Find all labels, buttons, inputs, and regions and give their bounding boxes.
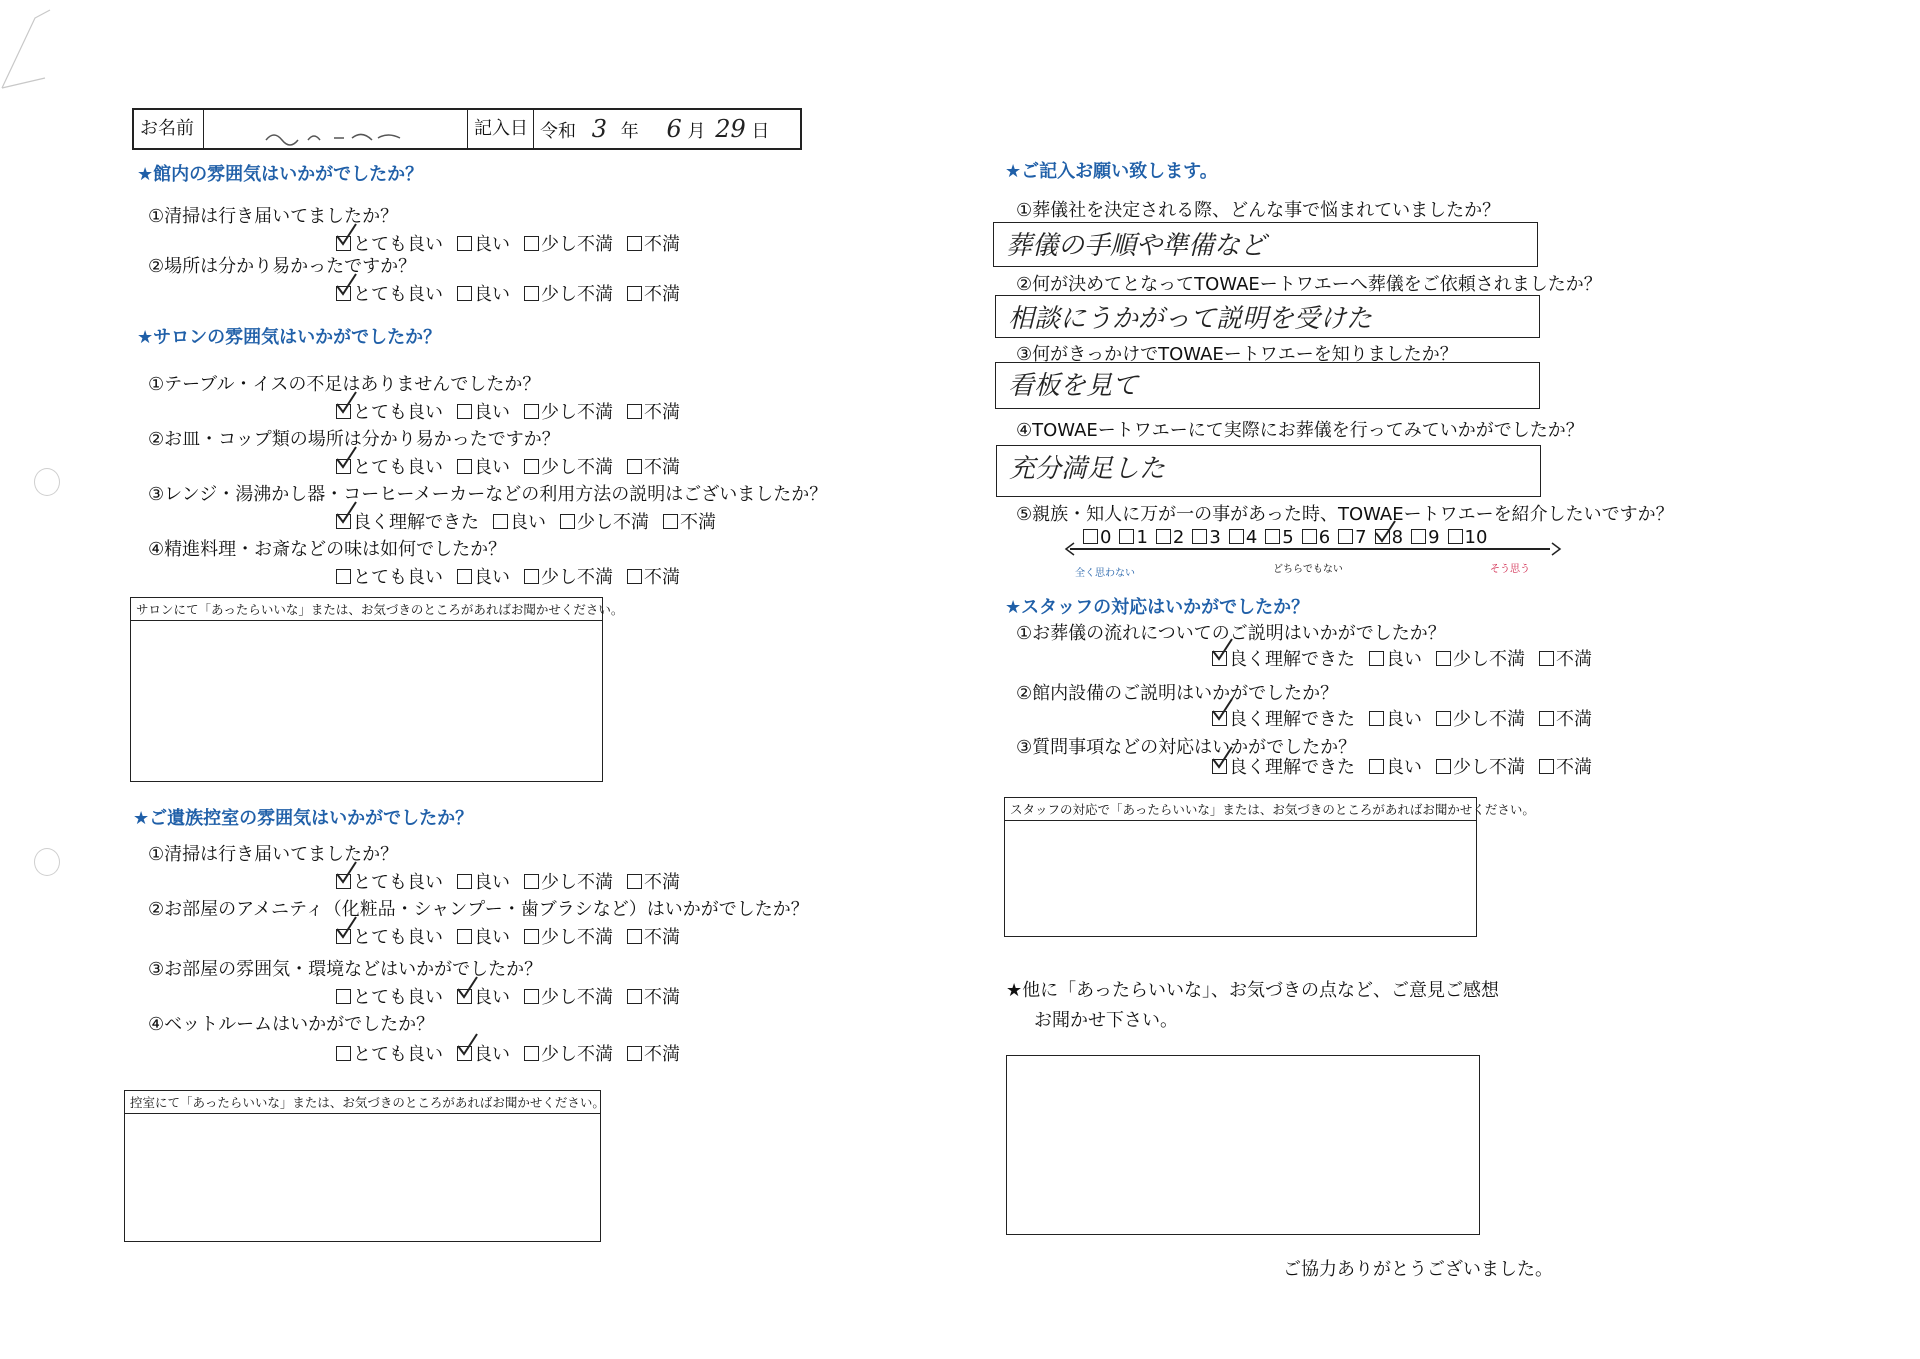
option-label: 少し不満	[541, 234, 613, 255]
checkbox[interactable]	[457, 286, 472, 301]
checkbox[interactable]	[627, 569, 642, 584]
checkbox[interactable]	[1539, 759, 1554, 774]
option-label: とても良い	[353, 457, 443, 478]
checkbox[interactable]	[524, 404, 539, 419]
other-feedback-box[interactable]	[1006, 1055, 1480, 1235]
name-field[interactable]	[204, 110, 468, 148]
day-unit: 日	[751, 121, 770, 142]
checkbox[interactable]	[524, 569, 539, 584]
checkbox[interactable]	[1436, 711, 1451, 726]
handwritten-check-mark	[1210, 637, 1236, 663]
checkbox[interactable]	[1436, 651, 1451, 666]
option-label: 良い	[474, 457, 510, 478]
option-slightly-unsatisfied[interactable]	[524, 563, 613, 589]
comment-box-caption: 控室にて「あったらいいな」または、お気づきのところがあればお聞かせください。	[125, 1091, 600, 1114]
option-understood[interactable]	[1212, 753, 1355, 779]
checkbox[interactable]	[457, 874, 472, 889]
option-understood[interactable]	[336, 508, 479, 534]
date-field[interactable]	[534, 110, 802, 148]
option-good[interactable]	[1369, 645, 1422, 671]
handwritten-check-mark	[334, 272, 360, 298]
option-good[interactable]	[457, 453, 510, 479]
checkbox[interactable]	[336, 1046, 351, 1061]
option-slightly-unsatisfied[interactable]	[524, 1040, 613, 1066]
question: ①清掃は行き届いてましたか？	[148, 206, 399, 227]
other-feedback-prompt: ★他に「あったらいいな」、お気づきの点など、ご意見ご感想	[1006, 980, 1499, 1001]
handwritten-answer: 看板を見て	[1008, 371, 1139, 401]
option-label: 不満	[680, 512, 716, 533]
option-unsatisfied[interactable]	[627, 563, 680, 589]
date-label: 記入日	[468, 110, 534, 148]
checkbox[interactable]	[457, 459, 472, 474]
section-heading-staff: ★スタッフの対応はいかがでしたか？	[1005, 597, 1310, 618]
scale-value: 1	[1136, 527, 1148, 548]
question: ③レンジ・湯沸かし器・コーヒーメーカーなどの利用方法の説明はございましたか？	[148, 484, 828, 505]
question: ①葬儀社を決定される際、どんな事で悩まれていましたか？	[1016, 200, 1501, 221]
option-unsatisfied[interactable]	[663, 508, 716, 534]
option-label: 良い	[474, 402, 510, 423]
question: ⑤親族・知人に万が一の事があった時、TOWAEートワエーを紹介したいですか？	[1016, 504, 1674, 525]
redaction-scribble	[264, 128, 424, 146]
option-label: とても良い	[353, 987, 443, 1008]
option-slightly-unsatisfied[interactable]	[524, 983, 613, 1009]
scale-low-label: 全く思わない	[1075, 568, 1135, 579]
option-label: 不満	[644, 457, 680, 478]
option-label: 少し不満	[541, 987, 613, 1008]
header-table	[132, 108, 802, 150]
handwritten-check-mark	[1210, 745, 1236, 771]
option-unsatisfied[interactable]	[627, 923, 680, 949]
option-good[interactable]	[457, 923, 510, 949]
answer-box[interactable]	[993, 222, 1538, 267]
rating-options[interactable]	[336, 453, 694, 479]
punch-hole	[34, 468, 60, 496]
option-unsatisfied[interactable]	[627, 280, 680, 306]
section-heading-salon: ★サロンの雰囲気はいかがでしたか？	[137, 327, 442, 348]
checkbox[interactable]	[457, 404, 472, 419]
option-unsatisfied[interactable]	[627, 1040, 680, 1066]
scale-value: 7	[1355, 527, 1367, 548]
rating-options[interactable]	[1212, 645, 1606, 671]
checkbox[interactable]	[1539, 651, 1554, 666]
era-label: 令和	[540, 121, 576, 142]
checkbox[interactable]	[524, 236, 539, 251]
option-label: 不満	[644, 284, 680, 305]
month-value: 6	[666, 115, 682, 143]
option-label: とても良い	[353, 402, 443, 423]
question: ④ベットルームはいかがでしたか？	[148, 1014, 435, 1035]
handwritten-check-mark	[334, 445, 360, 471]
option-label: 少し不満	[541, 1044, 613, 1065]
scale-value: 4	[1245, 527, 1258, 548]
checkbox[interactable]	[524, 874, 539, 889]
page-fold-mark	[0, 8, 55, 93]
year-unit: 年	[620, 121, 639, 142]
handwritten-check-mark	[334, 222, 360, 248]
handwritten-check-mark	[334, 860, 360, 886]
option-label: 良い	[474, 1044, 510, 1065]
checkbox[interactable]	[1369, 651, 1384, 666]
option-very-good[interactable]	[336, 280, 443, 306]
checkbox[interactable]	[1369, 759, 1384, 774]
option-label: 不満	[1556, 649, 1592, 670]
rating-options[interactable]	[336, 868, 694, 894]
section-heading-family-room: ★ご遺族控室の雰囲気はいかがでしたか？	[133, 808, 474, 829]
checkbox[interactable]	[560, 514, 575, 529]
option-label: 不満	[1556, 709, 1592, 730]
handwritten-check-mark	[1210, 697, 1236, 723]
option-label: 良い	[474, 234, 510, 255]
scale-value: 2	[1172, 527, 1185, 548]
checkbox[interactable]	[1539, 711, 1554, 726]
scale-value: 0	[1100, 527, 1112, 548]
year-value: 3	[591, 115, 608, 143]
option-label: 不満	[644, 1044, 680, 1065]
checkbox[interactable]	[627, 236, 642, 251]
option-slightly-unsatisfied[interactable]	[560, 508, 649, 534]
option-label: 少し不満	[541, 402, 613, 423]
rating-options[interactable]	[336, 923, 694, 949]
option-unsatisfied[interactable]	[1539, 645, 1592, 671]
option-label: とても良い	[353, 927, 443, 948]
answer-box[interactable]	[995, 362, 1540, 409]
option-good[interactable]	[457, 398, 510, 424]
option-good[interactable]	[493, 508, 546, 534]
checkbox[interactable]	[457, 929, 472, 944]
option-label: 良く理解できた	[1229, 649, 1355, 670]
option-label: 不満	[644, 234, 680, 255]
option-label: 不満	[644, 872, 680, 893]
option-label: とても良い	[353, 567, 443, 588]
scale-value: 8	[1391, 527, 1404, 548]
option-slightly-unsatisfied[interactable]	[1436, 753, 1525, 779]
scale-arrows	[1064, 542, 1564, 556]
scale-high-label: そう思う	[1490, 564, 1530, 575]
answer-box[interactable]	[995, 295, 1540, 338]
option-label: 良い	[474, 927, 510, 948]
checkbox[interactable]	[1436, 759, 1451, 774]
option-label: 良く理解できた	[1229, 757, 1355, 778]
option-unsatisfied[interactable]	[627, 453, 680, 479]
thanks-message: ご協力ありがとうございました。	[1283, 1259, 1553, 1280]
option-good[interactable]	[457, 1040, 510, 1066]
question: ②お皿・コップ類の場所は分かり易かったですか？	[148, 429, 560, 450]
option-label: 少し不満	[541, 567, 613, 588]
handwritten-answer: 葬儀の手順や準備など	[1006, 231, 1267, 261]
option-very-good[interactable]	[336, 1040, 443, 1066]
option-slightly-unsatisfied[interactable]	[524, 453, 613, 479]
checkbox[interactable]	[457, 569, 472, 584]
option-label: 不満	[644, 987, 680, 1008]
option-unsatisfied[interactable]	[627, 398, 680, 424]
option-label: 少し不満	[541, 457, 613, 478]
option-label: 少し不満	[541, 872, 613, 893]
option-very-good[interactable]	[336, 923, 443, 949]
option-label: 少し不満	[577, 512, 649, 533]
option-unsatisfied[interactable]	[627, 230, 680, 256]
option-very-good[interactable]	[336, 453, 443, 479]
checkbox[interactable]	[627, 1046, 642, 1061]
option-understood[interactable]	[1212, 645, 1355, 671]
question: ③何がきっかけでTOWAEートワエーを知りましたか？	[1016, 344, 1458, 365]
rating-options[interactable]	[1212, 705, 1606, 731]
punch-hole	[34, 848, 60, 876]
question: ①テーブル・イスの不足はありませんでしたか？	[148, 374, 541, 395]
option-label: 良い	[474, 567, 510, 588]
name-label: お名前	[134, 110, 204, 148]
scale-value: 6	[1318, 527, 1331, 548]
option-label: 不満	[1556, 757, 1592, 778]
question: ②何が決めてとなってTOWAEートワエーへ葬儀をご依頼されましたか？	[1016, 274, 1602, 295]
rating-options[interactable]	[336, 1040, 694, 1066]
section-heading-intro: ★ご記入お願い致します。	[1005, 161, 1218, 182]
rating-options[interactable]	[336, 280, 694, 306]
question: ②場所は分かり易かったですか？	[148, 256, 417, 277]
section-heading-facility: ★館内の雰囲気はいかがでしたか？	[137, 164, 424, 185]
option-label: 良い	[1386, 757, 1422, 778]
option-very-good[interactable]	[336, 398, 443, 424]
checkbox[interactable]	[524, 286, 539, 301]
option-label: 少し不満	[1453, 649, 1525, 670]
option-label: 良い	[1386, 649, 1422, 670]
scale-value: 5	[1282, 527, 1294, 548]
checkbox[interactable]	[336, 569, 351, 584]
checkbox[interactable]	[627, 989, 642, 1004]
question: ①清掃は行き届いてましたか？	[148, 844, 399, 865]
question: ②館内設備のご説明はいかがでしたか？	[1016, 683, 1339, 704]
option-understood[interactable]	[1212, 705, 1355, 731]
option-good[interactable]	[1369, 705, 1422, 731]
option-label: 少し不満	[1453, 757, 1525, 778]
checkbox[interactable]	[627, 404, 642, 419]
answer-box[interactable]	[996, 445, 1541, 497]
question: ③お部屋の雰囲気・環境などはいかがでしたか？	[148, 959, 543, 980]
checkbox[interactable]	[457, 236, 472, 251]
option-good[interactable]	[457, 563, 510, 589]
question: ④TOWAEートワエーにて実際にお葬儀を行ってみていかがでしたか？	[1016, 420, 1584, 441]
option-good[interactable]	[457, 868, 510, 894]
checkbox[interactable]	[663, 514, 678, 529]
question: ②お部屋のアメニティ（化粧品・シャンプー・歯ブラシなど）はいかがでしたか？	[148, 899, 809, 920]
checkbox[interactable]	[627, 286, 642, 301]
rating-options[interactable]	[336, 508, 730, 534]
option-unsatisfied[interactable]	[627, 983, 680, 1009]
option-good[interactable]	[457, 280, 510, 306]
option-good[interactable]	[457, 230, 510, 256]
option-label: とても良い	[353, 284, 443, 305]
salon-comment-box[interactable]	[130, 597, 624, 782]
option-very-good[interactable]	[336, 983, 443, 1009]
handwritten-check-mark	[334, 390, 360, 416]
room-comment-box[interactable]	[124, 1090, 605, 1242]
rating-options[interactable]	[336, 563, 694, 589]
checkbox[interactable]	[524, 989, 539, 1004]
scale-mid-label: どちらでもない	[1273, 564, 1343, 575]
day-value: 29	[715, 115, 746, 143]
option-good[interactable]	[1369, 753, 1422, 779]
handwritten-answer: 相談にうかがって説明を受けた	[1008, 304, 1373, 334]
option-label: とても良い	[353, 1044, 443, 1065]
option-unsatisfied[interactable]	[1539, 705, 1592, 731]
option-label: 良く理解できた	[353, 512, 479, 533]
comment-box-caption: スタッフの対応で「あったらいいな」または、お気づきのところがあればお聞かせください。	[1005, 798, 1476, 821]
option-unsatisfied[interactable]	[627, 868, 680, 894]
question: ④精進料理・お斎などの味は如何でしたか？	[148, 539, 507, 560]
rating-options[interactable]	[1212, 753, 1606, 779]
option-label: 少し不満	[541, 927, 613, 948]
option-label: 良い	[510, 512, 546, 533]
option-label: 良く理解できた	[1229, 709, 1355, 730]
rating-options[interactable]	[336, 983, 694, 1009]
option-label: 不満	[644, 927, 680, 948]
option-slightly-unsatisfied[interactable]	[524, 868, 613, 894]
option-slightly-unsatisfied[interactable]	[524, 230, 613, 256]
handwritten-check-mark	[455, 1032, 481, 1058]
month-unit: 月	[687, 121, 706, 142]
option-good[interactable]	[457, 983, 510, 1009]
rating-options[interactable]	[336, 398, 694, 424]
staff-comment-box[interactable]	[1004, 797, 1535, 937]
option-label: 少し不満	[541, 284, 613, 305]
option-label: とても良い	[353, 872, 443, 893]
question: ①お葬儀の流れについてのご説明はいかがでしたか？	[1016, 623, 1446, 644]
checkbox[interactable]	[627, 874, 642, 889]
option-slightly-unsatisfied[interactable]	[1436, 705, 1525, 731]
scale-value: 10	[1464, 527, 1488, 548]
option-label: 良い	[474, 987, 510, 1008]
option-very-good[interactable]	[336, 868, 443, 894]
handwritten-check-mark	[334, 915, 360, 941]
checkbox[interactable]	[1369, 711, 1384, 726]
handwritten-answer: 充分満足した	[1009, 454, 1166, 484]
question: ③質問事項などの対応はいかがでしたか？	[1016, 737, 1357, 758]
comment-box-caption: サロンにて「あったらいいな」または、お気づきのところがあればお聞かせください。	[131, 598, 602, 621]
option-label: 良い	[1386, 709, 1422, 730]
option-label: 良い	[474, 872, 510, 893]
option-slightly-unsatisfied[interactable]	[524, 398, 613, 424]
option-unsatisfied[interactable]	[1539, 753, 1592, 779]
option-slightly-unsatisfied[interactable]	[524, 280, 613, 306]
option-label: 不満	[644, 402, 680, 423]
checkbox[interactable]	[493, 514, 508, 529]
option-very-good[interactable]	[336, 563, 443, 589]
checkbox[interactable]	[627, 459, 642, 474]
checkbox[interactable]	[524, 1046, 539, 1061]
option-label: 少し不満	[1453, 709, 1525, 730]
handwritten-check-mark	[334, 500, 360, 526]
checkbox[interactable]	[336, 989, 351, 1004]
other-feedback-prompt-2: お聞かせ下さい。	[1034, 1010, 1178, 1031]
scale-value: 3	[1209, 527, 1221, 548]
option-label: とても良い	[353, 234, 443, 255]
scale-value: 9	[1428, 527, 1440, 548]
option-label: 不満	[644, 567, 680, 588]
checkbox[interactable]	[524, 929, 539, 944]
option-label: 良い	[474, 284, 510, 305]
checkbox[interactable]	[627, 929, 642, 944]
checkbox[interactable]	[524, 459, 539, 474]
handwritten-check-mark	[455, 975, 481, 1001]
option-slightly-unsatisfied[interactable]	[524, 923, 613, 949]
option-slightly-unsatisfied[interactable]	[1436, 645, 1525, 671]
